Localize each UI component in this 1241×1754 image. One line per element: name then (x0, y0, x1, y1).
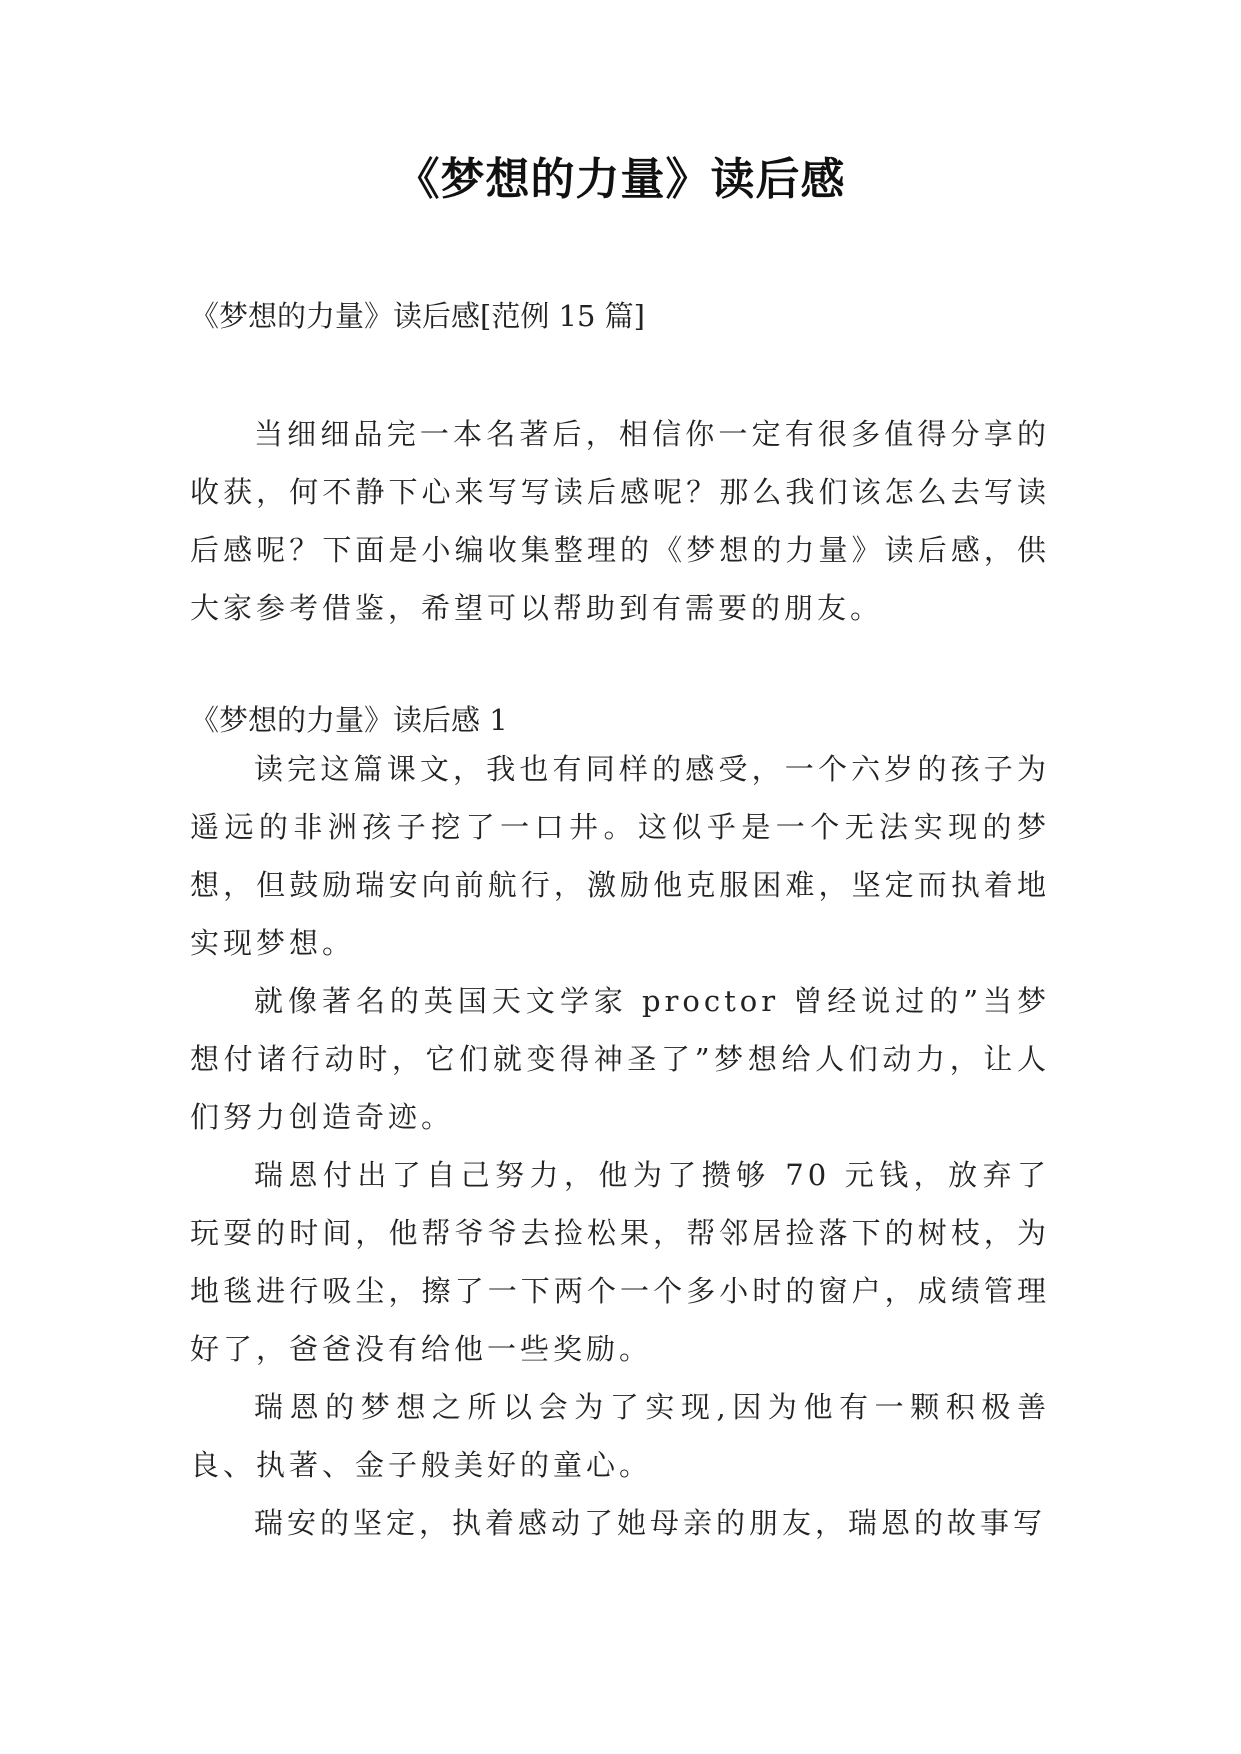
body-paragraph: 瑞恩的梦想之所以会为了实现,因为他有一颗积极善良、执著、金子般美好的童心。 (190, 1390, 1050, 1482)
body-paragraph: 瑞恩付出了自己努力，他为了攒够 70 元钱，放弃了玩耍的时间，他帮爷爷去捡松果，帮邻居捡落下的树枝，为地毯进行吸尘，擦了一下两个一个多小时的窗户，成绩管理好了，爸爸没有给他一些奖励。 (190, 1158, 1050, 1366)
essay-section-1 (190, 700, 1050, 1552)
body-paragraph: 读完这篇课文，我也有同样的感受，一个六岁的孩子为遥远的非洲孩子挖了一口井。这似乎是一个无法实现的梦想，但鼓励瑞安向前航行，激励他克服困难，坚定而执着地实现梦想。 (190, 752, 1050, 960)
intro-paragraph: 当细细品完一本名著后，相信你一定有很多值得分享的收获，何不静下心来写写读后感呢？那么我们该怎么去写读后感呢？下面是小编收集整理的《梦想的力量》读后感，供大家参考借鉴，希望可以帮助到有需要的朋友。 (190, 417, 1050, 625)
document-subtitle: 《梦想的力量》读后感[范例 15 篇] (190, 299, 645, 333)
body-paragraph: 瑞安的坚定，执着感动了她母亲的朋友，瑞恩的故事写 (254, 1506, 1047, 1540)
section-heading: 《梦想的力量》读后感 1 (190, 703, 508, 737)
body-paragraph: 就像著名的英国天文学家 proctor 曾经说过的”当梦想付诸行动时，它们就变得神圣了”梦想给人们动力，让人们努力创造奇迹。 (190, 984, 1050, 1134)
document-title: 《梦想的力量》读后感 (395, 154, 846, 205)
